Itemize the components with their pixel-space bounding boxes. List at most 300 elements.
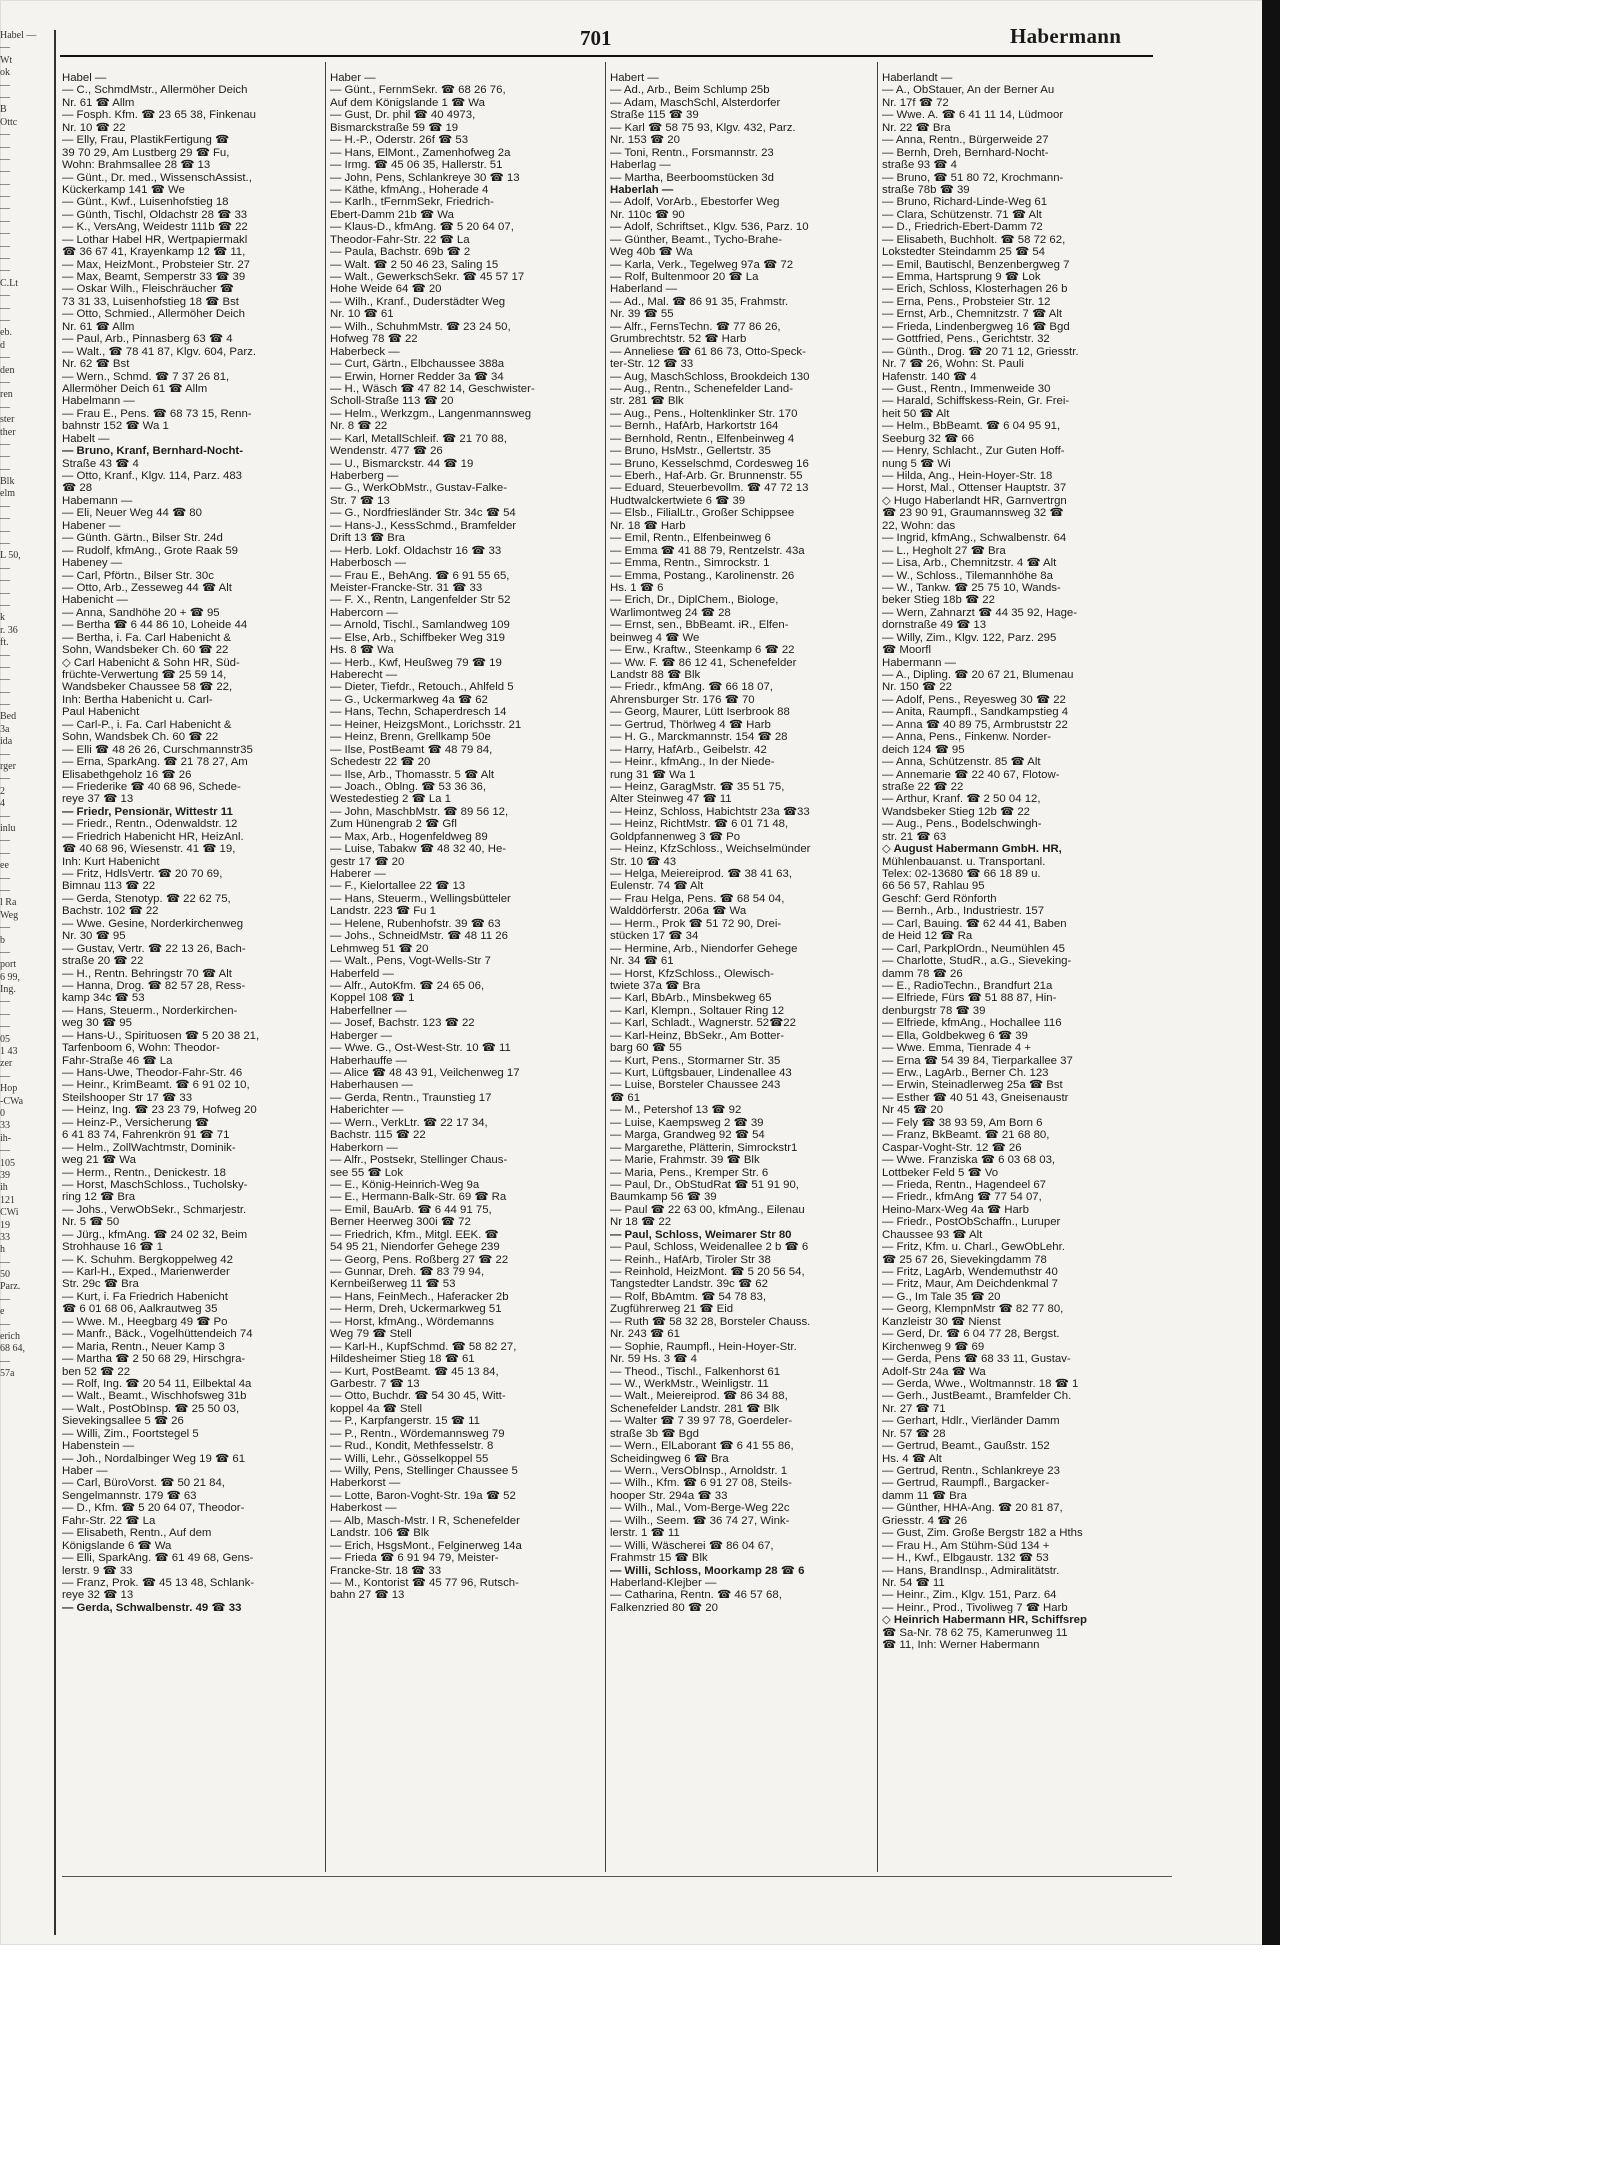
directory-entry-line: Nr. 10 ☎ 22 bbox=[62, 121, 126, 134]
directory-entry-line: Tangstedter Landstr. 39c ☎ 62 bbox=[610, 1278, 768, 1291]
directory-entry-line: — Gerhart, Hdlr., Vierländer Damm bbox=[882, 1415, 1060, 1428]
directory-entry-line: Wandsbeker Chaussee 58 ☎ 22, bbox=[62, 681, 233, 694]
directory-entry-line: Habelt — bbox=[62, 432, 110, 445]
bleed-fragment: — bbox=[0, 599, 10, 611]
directory-entry-line: — Erich, Dr., DiplChem., Biologe, bbox=[610, 594, 779, 607]
directory-entry-line: — Wwe. M., Heegbarg 49 ☎ Po bbox=[62, 1315, 228, 1328]
directory-entry-line: Warlimontweg 24 ☎ 28 bbox=[610, 606, 731, 619]
directory-entry-line: Baumkamp 56 ☎ 39 bbox=[610, 1191, 717, 1204]
directory-entry-line: Fahr-Straße 46 ☎ La bbox=[62, 1054, 173, 1067]
directory-entry-line: Ahrensburger Str. 176 ☎ 70 bbox=[610, 693, 755, 706]
directory-entry-line: — Sophie, Raumpfl., Hein-Hoyer-Str. bbox=[610, 1340, 797, 1353]
directory-entry-line: — Gerh., JustBeamt., Bramfelder Ch. bbox=[882, 1390, 1072, 1403]
directory-entry-line: Haber — bbox=[330, 72, 376, 84]
directory-entry-line: — Willy, Zim., Klgv. 122, Parz. 295 bbox=[882, 631, 1057, 644]
directory-entry-line: Mühlenbauanst. u. Transportanl. bbox=[882, 855, 1046, 868]
directory-entry-line: — H., Kwf., Elbgaustr. 132 ☎ 53 bbox=[882, 1552, 1049, 1565]
directory-entry-line: — E., RadioTechn., Brandfurt 21a bbox=[882, 979, 1053, 992]
directory-entry-line: — Friedr., kfmAng ☎ 77 54 07, bbox=[882, 1191, 1042, 1204]
directory-entry-line: Königslande 6 ☎ Wa bbox=[62, 1539, 172, 1552]
directory-entry-line: — Helm., Werkzgm., Langenmannsweg bbox=[330, 407, 532, 420]
bleed-fragment: Hop bbox=[0, 1083, 18, 1095]
directory-entry-line: — Hans, Techn, Schaperdresch 14 bbox=[330, 706, 507, 719]
directory-entry-line: — H.-P., Oderstr. 26f ☎ 53 bbox=[330, 134, 469, 147]
directory-entry-line: Tarfenboom 6, Wohn: Theodor- bbox=[62, 1042, 220, 1055]
directory-column-4 bbox=[882, 72, 1154, 1652]
directory-entry-line: — Josef, Bachstr. 123 ☎ 22 bbox=[330, 1017, 475, 1030]
directory-entry-line: Bismarckstraße 59 ☎ 19 bbox=[330, 121, 459, 134]
directory-entry-line: — Elisabeth, Buchholt. ☎ 58 72 62, bbox=[882, 233, 1066, 246]
directory-entry-line: — Ella, Goldbekweg 6 ☎ 39 bbox=[882, 1029, 1028, 1042]
directory-entry-line: — Frau E., Pens. ☎ 68 73 15, Renn- bbox=[62, 407, 252, 420]
directory-entry-line: — Klaus-D., kfmAng. ☎ 5 20 64 07, bbox=[330, 221, 514, 234]
directory-entry-line: — Walt., GewerkschSekr. ☎ 45 57 17 bbox=[330, 271, 525, 283]
directory-entry-line: — Heinz, GaragMstr. ☎ 35 51 75, bbox=[610, 780, 785, 793]
directory-entry-line: Nr. 153 ☎ 20 bbox=[610, 134, 680, 147]
bleed-fragment: Parz. bbox=[0, 1281, 21, 1293]
directory-entry-line: kamp 34c ☎ 53 bbox=[62, 992, 145, 1005]
directory-entry-line: — Herm., Rentn., Denickestr. 18 bbox=[62, 1166, 226, 1179]
directory-entry-line: Haberlah — bbox=[610, 183, 674, 196]
directory-entry-line: — Gunnar, Dreh. ☎ 83 79 94, bbox=[330, 1266, 485, 1278]
directory-entry-line: — Bernh, Dreh, Bernhard-Nocht- bbox=[882, 146, 1049, 159]
directory-entry-line: — Paul, Schloss, Weimarer Str 80 bbox=[610, 1228, 792, 1241]
directory-entry-line: — Rud., Kondit, Methfesselstr. 8 bbox=[330, 1440, 494, 1453]
directory-entry-line: damm 78 ☎ 26 bbox=[882, 967, 963, 980]
directory-entry-line: — W., Schloss., Tilemannhöhe 8a bbox=[882, 569, 1053, 582]
directory-entry-line: — Theod., Tischl., Falkenhorst 61 bbox=[610, 1365, 781, 1378]
directory-entry-line: Meister-Francke-Str. 31 ☎ 33 bbox=[330, 581, 483, 594]
directory-entry-line: ◇ Carl Habenicht & Sohn HR, Süd- bbox=[62, 656, 240, 669]
bleed-fragment: — bbox=[0, 1021, 10, 1033]
bleed-fragment: Ottc bbox=[0, 116, 18, 128]
directory-entry-line: — Elli, SparkAng. ☎ 61 49 68, Gens- bbox=[62, 1552, 254, 1565]
directory-entry-line: — Gertrud, Raumpfl., Bargacker- bbox=[882, 1477, 1050, 1490]
bleed-fragment: inlu bbox=[0, 823, 16, 834]
bleed-fragment: — bbox=[0, 191, 10, 203]
bleed-fragment: — bbox=[0, 773, 10, 785]
directory-entry-line: — Annemarie ☎ 22 40 67, Flotow- bbox=[882, 768, 1060, 781]
directory-entry-line: nung 5 ☎ Wi bbox=[882, 457, 951, 470]
directory-entry-line: Zugführerweg 21 ☎ Eid bbox=[610, 1303, 734, 1316]
directory-entry-line: — Arnold, Tischl., Samlandweg 109 bbox=[330, 619, 510, 632]
directory-entry-line: Haberland-Klejber — bbox=[610, 1576, 717, 1589]
bleed-fragment: — bbox=[0, 748, 10, 760]
directory-entry-line: — Henry, Schlacht., Zur Guten Hoff- bbox=[882, 445, 1065, 458]
directory-entry-line: — Hans-Uwe, Theodor-Fahr-Str. 46 bbox=[62, 1067, 243, 1079]
directory-entry-line: Telex: 02-13680 ☎ 66 18 89 u. bbox=[882, 868, 1041, 880]
directory-entry-line: Lokstedter Steindamm 25 ☎ 54 bbox=[882, 246, 1045, 259]
bleed-fragment: — bbox=[0, 575, 10, 587]
bleed-fragment: 50 bbox=[0, 1269, 10, 1281]
directory-entry-line: — Luise, Borsteler Chaussee 243 bbox=[610, 1079, 781, 1092]
directory-entry-line: — Helm., BbBeamt. ☎ 6 04 95 91, bbox=[882, 420, 1061, 433]
directory-entry-line: — F., Kielortallee 22 ☎ 13 bbox=[330, 880, 466, 893]
directory-entry-line: Landstr. 223 ☎ Fu 1 bbox=[330, 905, 437, 918]
directory-entry-line: Haberfellner — bbox=[330, 1004, 407, 1017]
directory-entry-line: Seeburg 32 ☎ 66 bbox=[882, 432, 975, 445]
bleed-fragment: — bbox=[0, 451, 10, 463]
directory-entry-line: — D., Friedrich-Ebert-Damm 72 bbox=[882, 221, 1043, 234]
directory-entry-line: Geschf: Gerd Rönforth bbox=[882, 892, 997, 905]
directory-entry-line: Inh: Kurt Habenicht bbox=[62, 855, 160, 868]
bleed-fragment: zer bbox=[0, 1058, 13, 1070]
directory-entry-line: — Frieda, Rentn., Hagendeel 67 bbox=[882, 1178, 1046, 1191]
directory-entry-line: Garbestr. 7 ☎ 13 bbox=[330, 1377, 420, 1390]
directory-entry-line: — Curt, Gärtn., Elbchaussee 388a bbox=[330, 358, 505, 371]
directory-entry-line: Nr. 22 ☎ Bra bbox=[882, 121, 951, 134]
directory-entry-line: Grumbrechtstr. 52 ☎ Harb bbox=[610, 333, 747, 346]
bleed-fragment: — bbox=[0, 538, 10, 550]
directory-entry-line: — Otto, Arb., Zesseweg 44 ☎ Alt bbox=[62, 581, 232, 594]
directory-entry-line: — Wilh., Seem. ☎ 36 74 27, Wink- bbox=[610, 1514, 790, 1527]
directory-entry-line: — E., König-Heinrich-Weg 9a bbox=[330, 1178, 480, 1191]
directory-entry-line: Nr. 5 ☎ 50 bbox=[62, 1216, 120, 1229]
directory-entry-line: Theodor-Fahr-Str. 22 ☎ La bbox=[330, 233, 470, 246]
directory-entry-line: — Adolf, Pens., Reyesweg 30 ☎ 22 bbox=[882, 693, 1066, 706]
directory-entry-line: Ebert-Damm 21b ☎ Wa bbox=[330, 208, 454, 221]
directory-entry-line: — Gerda, Wwe., Woltmannstr. 18 ☎ 1 bbox=[882, 1377, 1079, 1390]
directory-entry-line: — Gertrud, Beamt., Gaußstr. 152 bbox=[882, 1440, 1050, 1453]
directory-entry-line: Eulenstr. 74 ☎ Alt bbox=[610, 880, 704, 893]
bleed-fragment: rger bbox=[0, 761, 16, 773]
directory-entry-line: — Erich, HsgsMont., Felginerweg 14a bbox=[330, 1539, 522, 1552]
directory-entry-line: — Hanna, Drog. ☎ 82 57 28, Ress- bbox=[62, 979, 246, 992]
directory-entry-line: see 55 ☎ Lok bbox=[330, 1166, 404, 1179]
directory-entry-line: — Heinz-P., Versicherung ☎ bbox=[62, 1116, 209, 1129]
directory-entry-line: Str. 29c ☎ Bra bbox=[62, 1278, 139, 1291]
directory-entry-line: — Aug., Pens., Bodelschwingh- bbox=[882, 818, 1042, 831]
directory-entry-line: Nr. 17f ☎ 72 bbox=[882, 96, 949, 109]
directory-entry-line: Haberbosch — bbox=[330, 557, 406, 570]
directory-entry-line: — Günther, Beamt., Tycho-Brahe- bbox=[610, 233, 782, 246]
directory-entry-line: — Martha, Beerboomstücken 3d bbox=[610, 171, 774, 184]
directory-entry-line: — Lothar Habel HR, Wertpapiermakl bbox=[62, 233, 248, 246]
directory-entry-line: — Hans, ElMont., Zamenhofweg 2a bbox=[330, 146, 511, 159]
directory-entry-line: Paul Habenicht bbox=[62, 706, 140, 719]
bleed-fragment: — bbox=[0, 1008, 10, 1020]
bleed-fragment: 3a bbox=[0, 723, 10, 735]
bleed-fragment: C.Lt bbox=[0, 277, 19, 289]
directory-entry-line: — G., Nordfriesländer Str. 34c ☎ 54 bbox=[330, 507, 516, 520]
directory-entry-line: Nr 45 ☎ 20 bbox=[882, 1104, 944, 1117]
directory-entry-line: — Else, Arb., Schiffbeker Weg 319 bbox=[330, 631, 505, 644]
directory-entry-line: — Lotte, Baron-Voght-Str. 19a ☎ 52 bbox=[330, 1489, 516, 1502]
directory-entry-line: — Wern., Schmd. ☎ 7 37 26 81, bbox=[62, 370, 230, 383]
bleed-fragment: Ing. bbox=[0, 984, 16, 996]
directory-entry-line: koppel 4a ☎ Stell bbox=[330, 1402, 423, 1415]
directory-entry-line: — Erw., Kraftw., Steenkamp 6 ☎ 22 bbox=[610, 644, 795, 657]
directory-entry-line: — Bruno, Richard-Linde-Weg 61 bbox=[882, 196, 1048, 209]
directory-entry-line: ☎ 6 01 68 06, Aalkrautweg 35 bbox=[62, 1303, 218, 1316]
bleed-fragment: — bbox=[0, 996, 10, 1008]
directory-entry-line: — G., WerkObMstr., Gustav-Falke- bbox=[330, 482, 508, 495]
directory-entry-line: Lehmweg 51 ☎ 20 bbox=[330, 942, 429, 955]
directory-entry-line: — Friedrich Habenicht HR, HeizAnl. bbox=[62, 830, 244, 843]
column-divider bbox=[325, 62, 326, 1872]
directory-entry-line: — Heinz, KfzSchloss., Weichselmünder bbox=[610, 843, 811, 856]
directory-entry-line: — Willy, Pens, Stellinger Chaussee 5 bbox=[330, 1465, 518, 1477]
directory-entry-line: — Esther ☎ 40 51 43, Gneisenaustr bbox=[882, 1091, 1069, 1104]
directory-entry-line: Nr. 57 ☎ 28 bbox=[882, 1427, 946, 1440]
directory-entry-line: — Ingrid, kfmAng., Schwalbenstr. 64 bbox=[882, 532, 1067, 545]
directory-entry-line: — U., Bismarckstr. 44 ☎ 19 bbox=[330, 457, 474, 470]
directory-entry-line: — Ad., Mal. ☎ 86 91 35, Frahmstr. bbox=[610, 295, 789, 308]
directory-entry-line: — Friedr., kfmAng. ☎ 66 18 07, bbox=[610, 681, 773, 694]
directory-entry-line: — Bertha, i. Fa. Carl Habenicht & bbox=[62, 631, 232, 644]
directory-entry-line: str. 21 ☎ 63 bbox=[882, 830, 947, 843]
directory-entry-line: — Aug., Rentn., Schenefelder Land- bbox=[610, 382, 794, 395]
bleed-fragment: 6 99, bbox=[0, 971, 20, 983]
directory-entry-line: de Heid 12 ☎ Ra bbox=[882, 930, 973, 943]
directory-entry-line: Nr. 18 ☎ Harb bbox=[610, 519, 686, 532]
directory-entry-line: — Maria, Rentn., Neuer Kamp 3 bbox=[62, 1340, 225, 1353]
directory-entry-line: Hafenstr. 140 ☎ 4 bbox=[882, 370, 977, 383]
bleed-fragment: — bbox=[0, 513, 10, 525]
directory-entry-line: — Friederike ☎ 40 68 96, Schede- bbox=[62, 780, 241, 793]
bleed-fragment: — bbox=[0, 141, 10, 153]
column-divider bbox=[877, 62, 878, 1872]
directory-entry-line: — Walt., Beamt., Wischhofsweg 31b bbox=[62, 1390, 247, 1403]
bleed-fragment: — bbox=[0, 674, 10, 686]
directory-entry-line: — Hans, BrandInsp., Admiralitätstr. bbox=[882, 1564, 1060, 1577]
directory-entry-line: — Karl, MetallSchleif. ☎ 21 70 88, bbox=[330, 432, 507, 445]
directory-entry-line: Zum Hünengrab 2 ☎ Gfl bbox=[330, 818, 457, 831]
directory-entry-line: — Wern., ElLaborant ☎ 6 41 55 86, bbox=[610, 1440, 794, 1453]
bleed-fragment: eb. bbox=[0, 327, 12, 339]
directory-entry-line: Griesstr. 4 ☎ 26 bbox=[882, 1514, 968, 1527]
directory-entry-line: barg 60 ☎ 55 bbox=[610, 1042, 682, 1055]
directory-entry-line: — Wilh., Kfm. ☎ 6 91 27 08, Steils- bbox=[610, 1477, 792, 1490]
directory-entry-line: ☎ 28 bbox=[62, 482, 93, 495]
directory-entry-line: — Margarethe, Plätterin, Simrockstr1 bbox=[610, 1141, 798, 1154]
directory-entry-line: — Anna, Rentn., Bürgerweide 27 bbox=[882, 134, 1049, 147]
directory-entry-line: — H., Rentn. Behringstr 70 ☎ Alt bbox=[62, 967, 232, 980]
directory-entry-line: — John, MaschbMstr. ☎ 89 56 12, bbox=[330, 805, 509, 818]
directory-entry-line: — Fely ☎ 38 93 59, Am Born 6 bbox=[882, 1116, 1043, 1129]
directory-entry-line: — M., Petershof 13 ☎ 92 bbox=[610, 1104, 742, 1117]
bleed-fragment: 19 bbox=[0, 1219, 10, 1231]
directory-entry-line: — W., Tankw. ☎ 25 75 10, Wands- bbox=[882, 581, 1061, 594]
bleed-fragment: — bbox=[0, 42, 10, 54]
directory-entry-line: — P., Rentn., Wördemannsweg 79 bbox=[330, 1427, 505, 1440]
bleed-fragment: — bbox=[0, 1145, 10, 1157]
directory-entry-line: ☎ 61 bbox=[610, 1091, 641, 1104]
directory-entry-line: — G., Uckermarkweg 4a ☎ 62 bbox=[330, 693, 488, 706]
directory-entry-line: ◇ August Habermann GmbH. HR, bbox=[882, 843, 1062, 856]
bleed-fragment: ster bbox=[0, 414, 15, 426]
directory-entry-line: — Wern., VersObInsp., Arnoldstr. 1 bbox=[610, 1465, 788, 1477]
directory-entry-line: — Helga, Meiereiprod. ☎ 38 41 63, bbox=[610, 868, 792, 880]
directory-entry-line: Habert — bbox=[610, 72, 659, 84]
directory-entry-line: — Elli ☎ 48 26 26, Curschmannstr35 bbox=[62, 743, 253, 756]
directory-entry-line: — Herb., Kwf, Heußweg 79 ☎ 19 bbox=[330, 656, 502, 669]
book-binding-edge bbox=[1262, 0, 1280, 1945]
column-divider bbox=[605, 62, 606, 1872]
directory-entry-line: — Gerda, Pens ☎ 68 33 11, Gustav- bbox=[882, 1353, 1071, 1366]
directory-entry-line: — Clara, Schützenstr. 71 ☎ Alt bbox=[882, 208, 1042, 221]
directory-entry-line: Elisabethgeholz 16 ☎ 26 bbox=[62, 768, 192, 781]
directory-entry-line: Haberland — bbox=[610, 283, 678, 296]
directory-entry-line: — Emil, Bautischl, Benzenbergweg 7 bbox=[882, 258, 1070, 271]
directory-entry-line: — Hans-J., KessSchmd., Bramfelder bbox=[330, 519, 517, 532]
directory-entry-line: 39 70 29, Am Lustberg 29 ☎ Fu, bbox=[62, 146, 230, 159]
directory-entry-line: Sohn, Wandsbeker Ch. 60 ☎ 22 bbox=[62, 644, 229, 657]
bleed-fragment: — bbox=[0, 438, 10, 450]
bleed-fragment: — bbox=[0, 1070, 10, 1082]
directory-entry-line: — Ernst, Arb., Chemnitzstr. 7 ☎ Alt bbox=[882, 308, 1063, 321]
directory-entry-line: Falkenzried 80 ☎ 20 bbox=[610, 1601, 718, 1614]
directory-entry-line: — Walter ☎ 7 39 97 78, Goerdeler- bbox=[610, 1415, 793, 1428]
directory-entry-line: — Otto, Schmied., Allermöher Deich bbox=[62, 308, 245, 321]
directory-entry-line: — Joach., Oblng. ☎ 53 36 36, bbox=[330, 780, 487, 793]
directory-entry-line: — Anna, Schützenstr. 85 ☎ Alt bbox=[882, 756, 1041, 769]
bleed-fragment: 33 bbox=[0, 1120, 10, 1132]
directory-entry-line: — K., VersAng, Weidestr 111b ☎ 22 bbox=[62, 221, 248, 234]
directory-entry-line: — Gerd, Dr. ☎ 6 04 77 28, Bergst. bbox=[882, 1328, 1060, 1341]
directory-entry-line: — Manfr., Bäck., Vogelhüttendeich 74 bbox=[62, 1328, 253, 1341]
bleed-fragment: ft. bbox=[0, 637, 9, 649]
directory-entry-line: — Emil, BauArb. ☎ 6 44 91 75, bbox=[330, 1203, 492, 1216]
directory-entry-line: — Anita, Raumpfl., Sandkampstieg 4 bbox=[882, 706, 1069, 719]
directory-entry-line: Nr. 59 Hs. 3 ☎ 4 bbox=[610, 1353, 697, 1366]
directory-entry-line: straße 78b ☎ 39 bbox=[882, 183, 970, 196]
directory-entry-line: — Helm., ZollWachtmstr, Dominik- bbox=[62, 1141, 236, 1154]
directory-entry-line: — Lisa, Arb., Chemnitzstr. 4 ☎ Alt bbox=[882, 557, 1057, 570]
directory-entry-line: — Gust, Zim. Große Bergstr 182 a Hths bbox=[882, 1527, 1083, 1540]
directory-entry-line: — Joh., Nordalbinger Weg 19 ☎ 61 bbox=[62, 1452, 246, 1465]
directory-entry-line: — Erwin, Steinadlerweg 25a ☎ Bst bbox=[882, 1079, 1063, 1092]
directory-entry-line: Westedestieg 2 ☎ La 1 bbox=[330, 793, 451, 806]
directory-entry-line: — Martha ☎ 2 50 68 29, Hirschgra- bbox=[62, 1353, 246, 1366]
directory-entry-line: 54 95 21, Niendorfer Gehege 239 bbox=[330, 1241, 500, 1254]
directory-entry-line: — H., Wäsch ☎ 47 82 14, Geschwister- bbox=[330, 382, 535, 395]
bleed-fragment: — bbox=[0, 835, 10, 847]
bleed-fragment: erich bbox=[0, 1331, 20, 1343]
bleed-fragment: ther bbox=[0, 426, 16, 438]
directory-entry-line: — Hans, Steuerm., Norderkirchen- bbox=[62, 1004, 238, 1017]
directory-entry-line: — Friedrich, Kfm., Mitgl. EEK. ☎ bbox=[330, 1228, 499, 1241]
directory-entry-line: ◇ Heinrich Habermann HR, Schiffsrep bbox=[882, 1614, 1087, 1627]
directory-entry-line: — Jürg., kfmAng. ☎ 24 02 32, Beim bbox=[62, 1228, 248, 1241]
directory-entry-line: — A., Dipling. ☎ 20 67 21, Blumenau bbox=[882, 669, 1074, 681]
directory-entry-line: — F. X., Rentn, Langenfelder Str 52 bbox=[330, 594, 511, 607]
bleed-fragment: 105 bbox=[0, 1157, 15, 1169]
bleed-fragment: ee bbox=[0, 860, 9, 872]
bleed-fragment: ida bbox=[0, 736, 13, 748]
directory-entry-line: Kückerkamp 141 ☎ We bbox=[62, 183, 185, 196]
directory-entry-line: — L., Hegholt 27 ☎ Bra bbox=[882, 544, 1006, 557]
directory-entry-line: Hofweg 78 ☎ 22 bbox=[330, 333, 418, 346]
directory-entry-line: — Karl-H., KupfSchmd. ☎ 58 82 27, bbox=[330, 1340, 517, 1353]
directory-entry-line: Weg 79 ☎ Stell bbox=[330, 1328, 412, 1341]
directory-entry-line: — Harald, Schiffskess-Rein, Gr. Frei- bbox=[882, 395, 1070, 408]
bleed-fragment: Wt bbox=[0, 54, 13, 66]
directory-entry-line: — Wilh., Kranf., Duderstädter Weg bbox=[330, 295, 506, 308]
directory-entry-line: Straße 43 ☎ 4 bbox=[62, 457, 139, 470]
directory-entry-line: Scholl-Straße 113 ☎ 20 bbox=[330, 395, 454, 408]
directory-entry-line: 6 41 83 74, Fahrenkrön 91 ☎ 71 bbox=[62, 1129, 230, 1142]
directory-entry-line: Nr. 27 ☎ 71 bbox=[882, 1402, 946, 1415]
directory-entry-line: — Herm, Dreh, Uckermarkweg 51 bbox=[330, 1303, 502, 1316]
bleed-fragment: — bbox=[0, 253, 10, 265]
directory-entry-line: Habemann — bbox=[62, 494, 133, 507]
directory-entry-line: — Hilda, Ang., Hein-Hoyer-Str. 18 bbox=[882, 470, 1053, 482]
directory-entry-line: — Marga, Grandweg 92 ☎ 54 bbox=[610, 1129, 765, 1142]
directory-entry-line: — Günt., FernmSekr. ☎ 68 26 76, bbox=[330, 84, 506, 97]
directory-entry-line: Steilshooper Str 17 ☎ 33 bbox=[62, 1091, 193, 1104]
directory-entry-line: Haberkost — bbox=[330, 1502, 397, 1515]
directory-entry-line: früchte-Verwertung ☎ 25 59 14, bbox=[62, 669, 227, 681]
directory-entry-line: — Fritz, Maur, Am Deichdenkmal 7 bbox=[882, 1278, 1058, 1291]
directory-entry-line: Goldpfannenweg 3 ☎ Po bbox=[610, 830, 741, 843]
bleed-fragment: 1 43 bbox=[0, 1046, 18, 1058]
directory-entry-line: Landstr 88 ☎ Blk bbox=[610, 669, 701, 681]
directory-entry-line: — John, Pens, Schlankreye 30 ☎ 13 bbox=[330, 171, 520, 184]
directory-entry-line: — Georg, Pens. Roßberg 27 ☎ 22 bbox=[330, 1253, 509, 1266]
directory-entry-line: weg 30 ☎ 95 bbox=[62, 1017, 132, 1030]
directory-entry-line: — Hans, Steuerm., Wellingsbütteler bbox=[330, 892, 511, 905]
directory-entry-line: — Frieda, Lindenbergweg 16 ☎ Bgd bbox=[882, 320, 1070, 333]
directory-entry-line: — Ad., Arb., Beim Schlump 25b bbox=[610, 84, 770, 97]
directory-entry-line: — Emil, Rentn., Elfenbeinweg 6 bbox=[610, 532, 771, 545]
directory-entry-line: — Käthe, kfmAng., Hoherade 4 bbox=[330, 183, 489, 196]
directory-entry-line: Sengelmannstr. 179 ☎ 63 bbox=[62, 1489, 197, 1502]
directory-entry-line: Nr. 61 ☎ Allm bbox=[62, 320, 135, 333]
directory-entry-line: Haberer — bbox=[330, 868, 386, 880]
directory-entry-line: — Erna, SparkAng. ☎ 21 78 27, Am bbox=[62, 756, 248, 769]
directory-entry-line: — Fritz, Kfm. u. Charl., GewObLehr. bbox=[882, 1241, 1065, 1254]
directory-entry-line: — Alb, Masch-Mstr. I R, Schenefelder bbox=[330, 1514, 520, 1527]
directory-entry-line: — Rolf, BbAmtm. ☎ 54 78 83, bbox=[610, 1290, 766, 1303]
directory-column-3 bbox=[610, 72, 874, 1614]
directory-entry-line: reye 37 ☎ 13 bbox=[62, 793, 134, 806]
directory-entry-line: Sohn, Wandsbek Ch. 60 ☎ 22 bbox=[62, 731, 219, 744]
directory-entry-line: — Georg, KlempnMstr ☎ 82 77 80, bbox=[882, 1303, 1064, 1316]
directory-entry-line: — Reinh., HafArb, Tiroler Str 38 bbox=[610, 1253, 771, 1266]
directory-entry-line: — Walt. ☎ 2 50 46 23, Saling 15 bbox=[330, 258, 499, 271]
directory-entry-line: — Günt., Kwf., Luisenhofstieg 18 bbox=[62, 196, 229, 209]
directory-entry-line: — Aug., Pens., Holtenklinker Str. 170 bbox=[610, 407, 798, 420]
directory-entry-line: — Max, HeizMont., Probsteier Str. 27 bbox=[62, 258, 251, 271]
bleed-fragment: — bbox=[0, 376, 10, 388]
bleed-fragment: 57a bbox=[0, 1368, 15, 1380]
directory-entry-line: — Harry, HafArb., Geibelstr. 42 bbox=[610, 743, 767, 756]
directory-entry-line: — Charlotte, StudR., a.G., Sieveking- bbox=[882, 955, 1072, 968]
directory-entry-line: Wohn: Brahmsallee 28 ☎ 13 bbox=[62, 159, 211, 172]
bleed-fragment: 4 bbox=[0, 798, 5, 810]
directory-entry-line: — Gertrud, Rentn., Schlankreye 23 bbox=[882, 1465, 1060, 1477]
bleed-fragment: — bbox=[0, 699, 10, 711]
directory-entry-line: — Kurt, PostBeamt. ☎ 45 13 84, bbox=[330, 1365, 499, 1378]
directory-entry-line: — Elly, Frau, PlastikFertigung ☎ bbox=[62, 134, 230, 147]
directory-entry-line: Berner Heerweg 300i ☎ 72 bbox=[330, 1216, 471, 1229]
directory-column-2 bbox=[330, 72, 602, 1602]
directory-entry-line: — Fritz, LagArb, Wendemuthstr 40 bbox=[882, 1266, 1058, 1278]
directory-entry-line: — Horst, Mal., Ottenser Hauptstr. 37 bbox=[882, 482, 1067, 495]
directory-entry-line: Haberfeld — bbox=[330, 967, 394, 980]
bleed-fragment: 121 bbox=[0, 1194, 15, 1206]
directory-entry-line: — Carl, Pförtn., Bilser Str. 30c bbox=[62, 569, 214, 582]
bleed-fragment: ren bbox=[0, 389, 13, 401]
bleed-fragment: — bbox=[0, 166, 10, 178]
directory-entry-line: — Gertrud, Thörlweg 4 ☎ Harb bbox=[610, 718, 771, 731]
directory-entry-line: — Franz, BkBeamt. ☎ 21 68 80, bbox=[882, 1129, 1050, 1142]
directory-entry-line: — Adolf, Schriftset., Klgv. 536, Parz. 10 bbox=[610, 221, 809, 234]
directory-entry-line: — Bruno, Kranf, Bernhard-Nocht- bbox=[62, 445, 243, 458]
directory-entry-line: Hudtwalckertwiete 6 ☎ 39 bbox=[610, 494, 746, 507]
directory-entry-line: Inh: Bertha Habenicht u. Carl- bbox=[62, 693, 213, 706]
